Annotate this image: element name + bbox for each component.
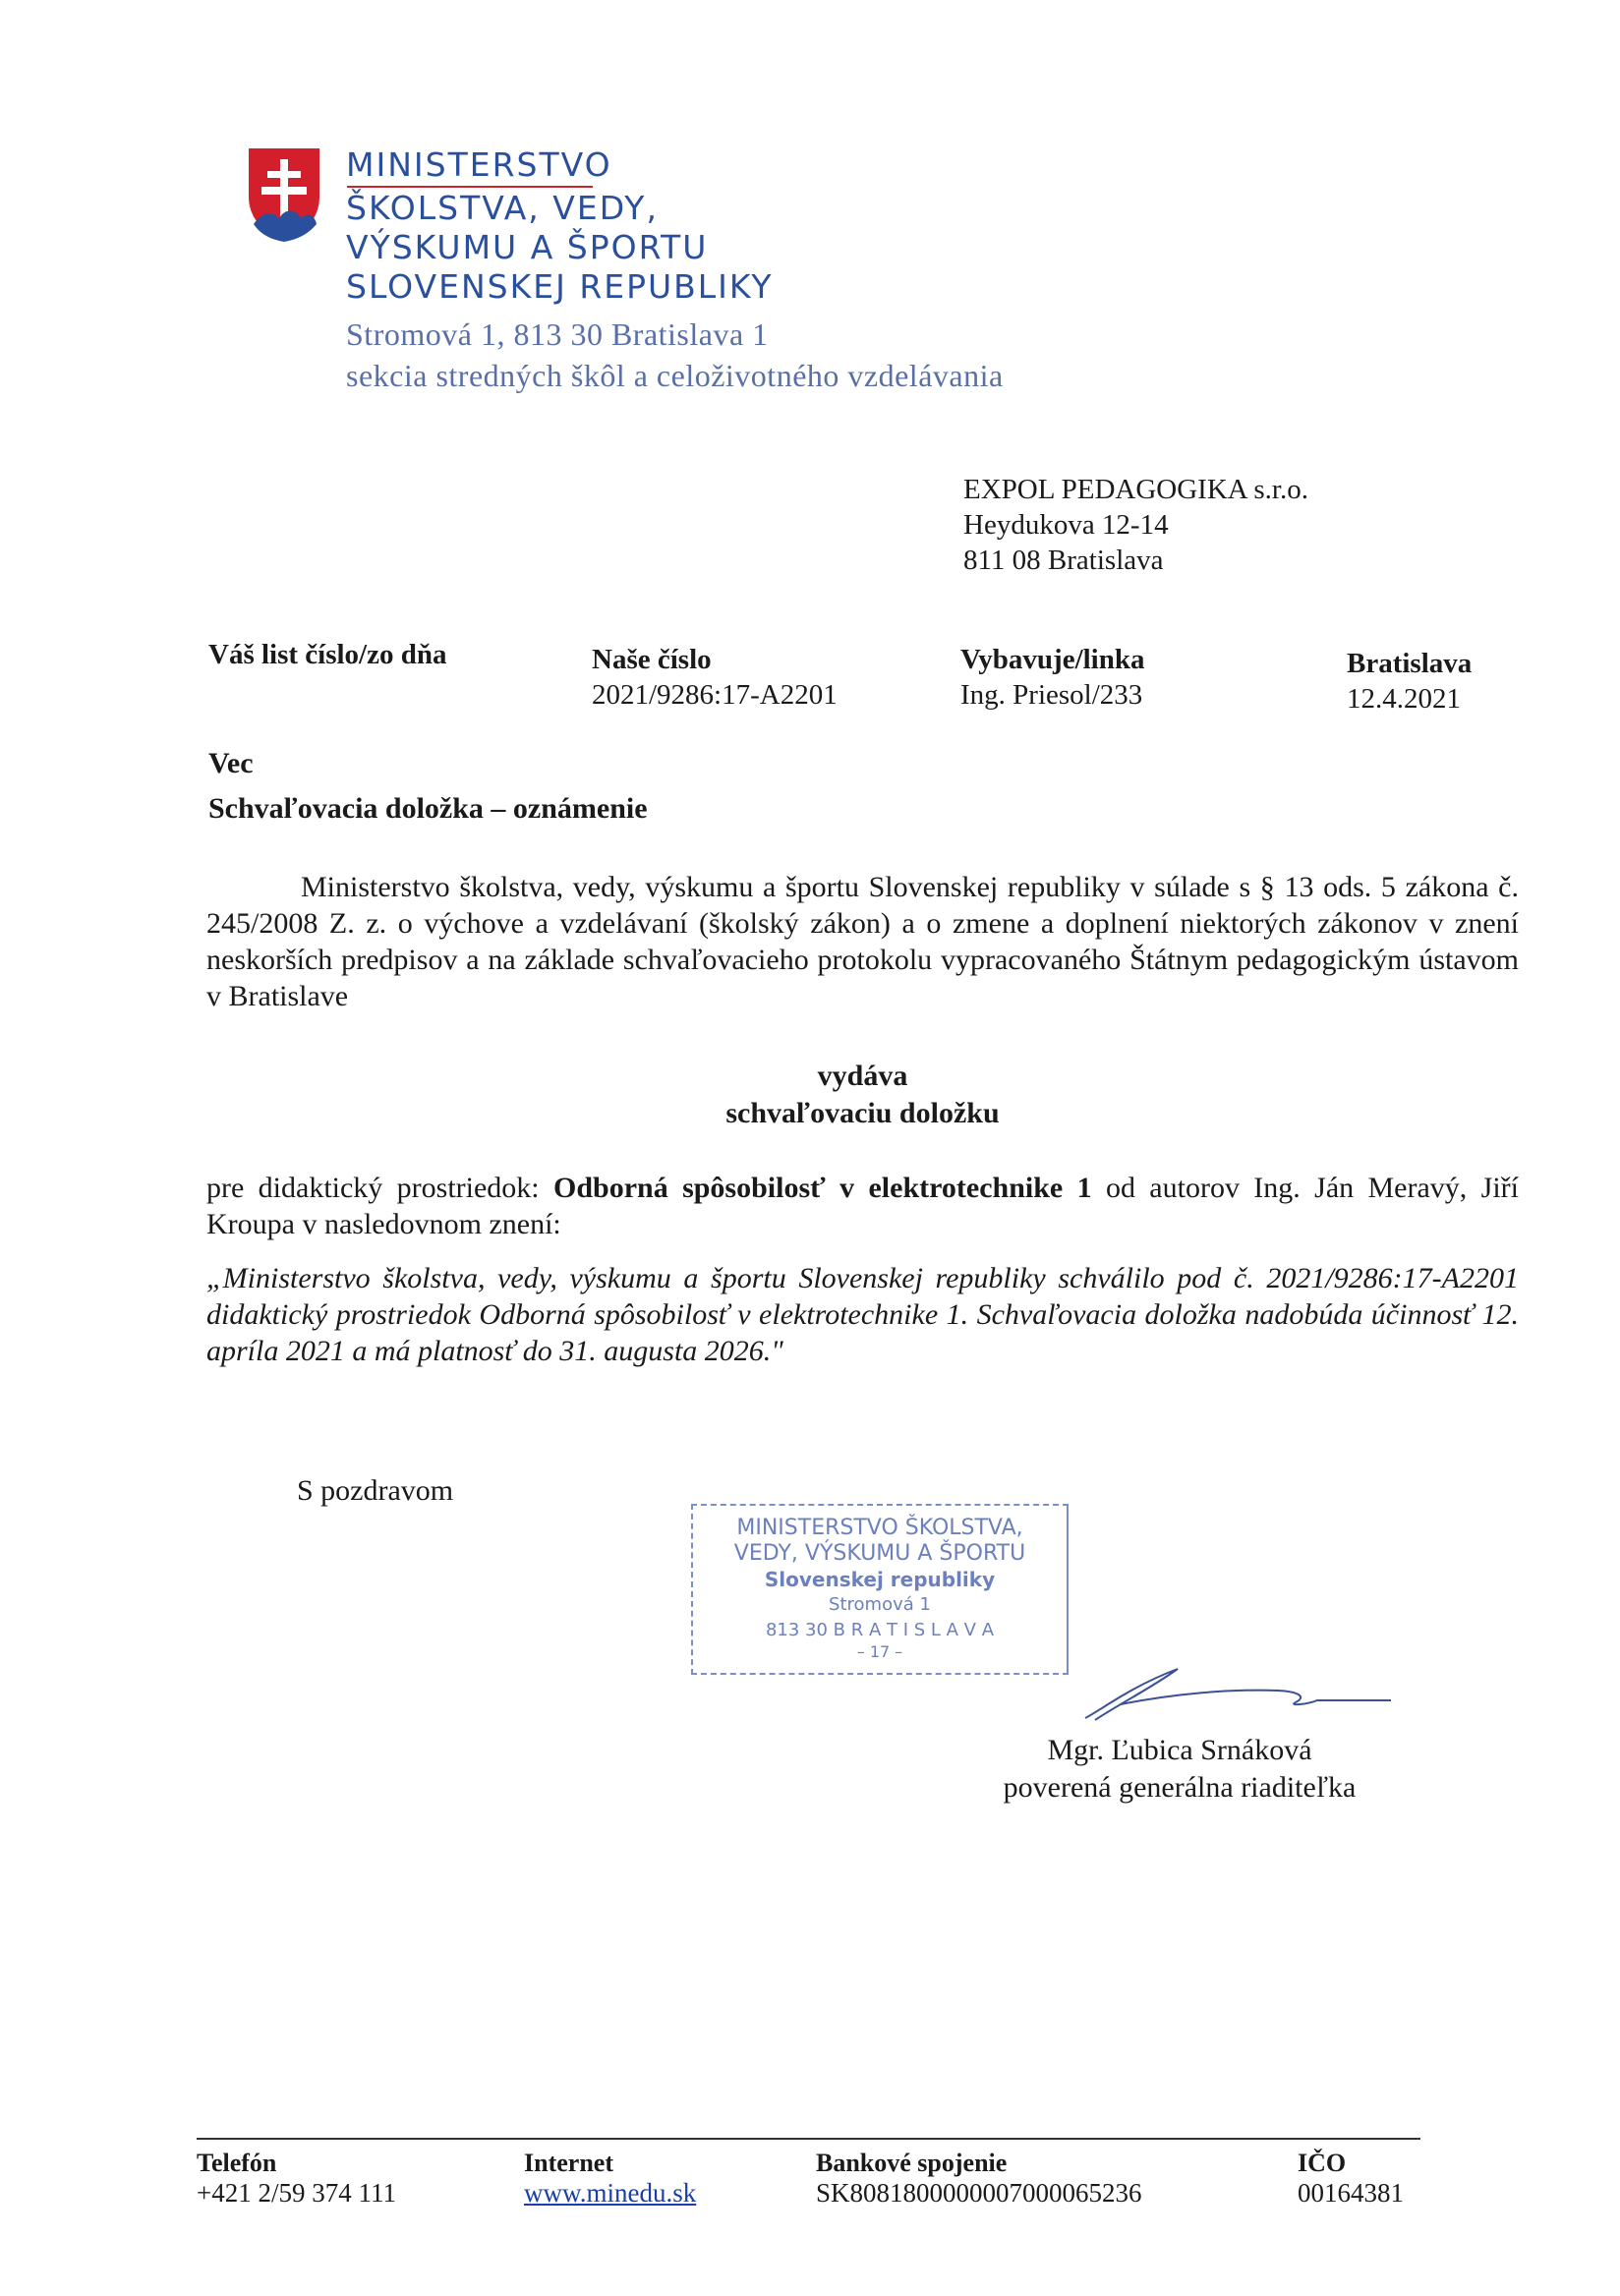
intro-paragraph — [206, 869, 1519, 1014]
ministry-section: sekcia stredných škôl a celoživotného vzdelávania — [346, 358, 1004, 393]
issues-line-1: vydáva — [817, 1060, 908, 1092]
ministry-rule — [347, 186, 593, 188]
footer-internet-label: Internet — [524, 2149, 613, 2177]
our-number-value: 2021/9286:17-A2201 — [592, 679, 838, 711]
footer-phone-label: Telefón — [197, 2149, 277, 2177]
footer-internet-link[interactable]: www.minedu.sk — [524, 2178, 697, 2208]
official-stamp — [691, 1504, 1069, 1675]
ministry-line-2: ŠKOLSTVA, VEDY, — [346, 189, 659, 227]
recipient-street: Heydukova 12-14 — [963, 509, 1169, 541]
recipient-block — [963, 472, 1308, 578]
footer-ico — [1298, 2149, 1404, 2209]
subject-title: Schvaľovacia doložka – oznámenie — [208, 792, 648, 825]
stamp-line-4: Stromová 1 — [829, 1594, 931, 1615]
stamp-line-2: VEDY, VÝSKUMU A ŠPORTU — [733, 1541, 1026, 1566]
handled-by-label: Vybavuje/linka — [960, 644, 1145, 675]
ministry-line-3: VÝSKUMU A ŠPORTU — [346, 228, 709, 266]
signature-icon — [1062, 1661, 1396, 1730]
ministry-address: Stromová 1, 813 30 Bratislava 1 — [346, 316, 769, 352]
our-number-label: Naše číslo — [592, 644, 712, 675]
footer-rule — [197, 2138, 1420, 2140]
quote-paragraph — [206, 1260, 1519, 1369]
our-number-block — [592, 642, 838, 713]
footer-internet — [524, 2149, 696, 2209]
ministry-line-4: SLOVENSKEJ REPUBLIKY — [346, 267, 774, 306]
ministry-line-1: MINISTERSTVO — [346, 145, 612, 184]
signer-name: Mgr. Ľubica Srnáková — [1047, 1734, 1312, 1766]
greeting: S pozdravom — [297, 1474, 454, 1507]
footer-bank — [816, 2149, 1142, 2209]
issues-line-2: schvaľovaciu doložku — [725, 1097, 1000, 1129]
coat-of-arms-icon — [246, 145, 322, 244]
didactic-prefix: pre didaktický prostriedok: — [206, 1172, 553, 1204]
place-label: Bratislava — [1347, 648, 1473, 679]
footer-bank-label: Bankové spojenie — [816, 2149, 1008, 2177]
handled-by-value: Ing. Priesol/233 — [960, 679, 1143, 711]
your-letter-label: Váš list číslo/zo dňa — [208, 639, 447, 670]
footer-ico-value: 00164381 — [1298, 2178, 1404, 2208]
intro-text: Ministerstvo školstva, vedy, výskumu a športu Slovenskej republiky v súlade s § 13 ods. 5 zákona č. 245/2008 Z. z. o výchove a vzdelávaní (školský zákon) a o zmene a doplnení niektorých zákonov v znení neskorších predpisov a na základe schvaľovacieho protokolu vypracovaného Štátnym pedagogickým ústavom v Bratislave — [206, 871, 1519, 1012]
footer-phone — [197, 2149, 396, 2209]
quote-text: „Ministerstvo školstva, vedy, výskumu a športu Slovenskej republiky schválilo pod č. 2021/9286:17-A2201 didaktický prostriedok Odborná spôsobilosť v elektrotechnike 1. Schvaľovacia doložka nadobúda účinnosť 12. apríla 2021 a má platnosť do 31. augusta 2026." — [206, 1262, 1519, 1367]
didactic-paragraph — [206, 1170, 1519, 1242]
stamp-line-6: – 17 – — [856, 1642, 903, 1661]
date-block — [1347, 646, 1472, 717]
footer-ico-label: IČO — [1298, 2149, 1347, 2177]
recipient-city: 811 08 Bratislava — [963, 545, 1164, 576]
didactic-suffix: od autorov Ing. Ján Meravý, Jiří Kroupa v nasledovnom znení: — [206, 1172, 1519, 1240]
signer-block — [963, 1732, 1396, 1807]
stamp-line-1: MINISTERSTVO ŠKOLSTVA, — [736, 1516, 1023, 1540]
footer-bank-value: SK8081800000007000065236 — [816, 2178, 1142, 2208]
stamp-line-3: Slovenskej republiky — [764, 1568, 996, 1591]
subject-label: Vec — [208, 747, 254, 779]
stamp-line-5: 813 30 B R A T I S L A V A — [765, 1620, 995, 1640]
didactic-title: Odborná spôsobilosť v elektrotechnike 1 — [553, 1172, 1092, 1204]
signer-title: poverená generálna riaditeľka — [1003, 1771, 1357, 1804]
handled-by-block — [960, 642, 1145, 713]
recipient-name: EXPOL PEDAGOGIKA s.r.o. — [963, 474, 1308, 505]
ministry-name — [346, 145, 774, 307]
footer-phone-value: +421 2/59 374 111 — [197, 2178, 396, 2208]
letter-date: 12.4.2021 — [1347, 683, 1461, 715]
